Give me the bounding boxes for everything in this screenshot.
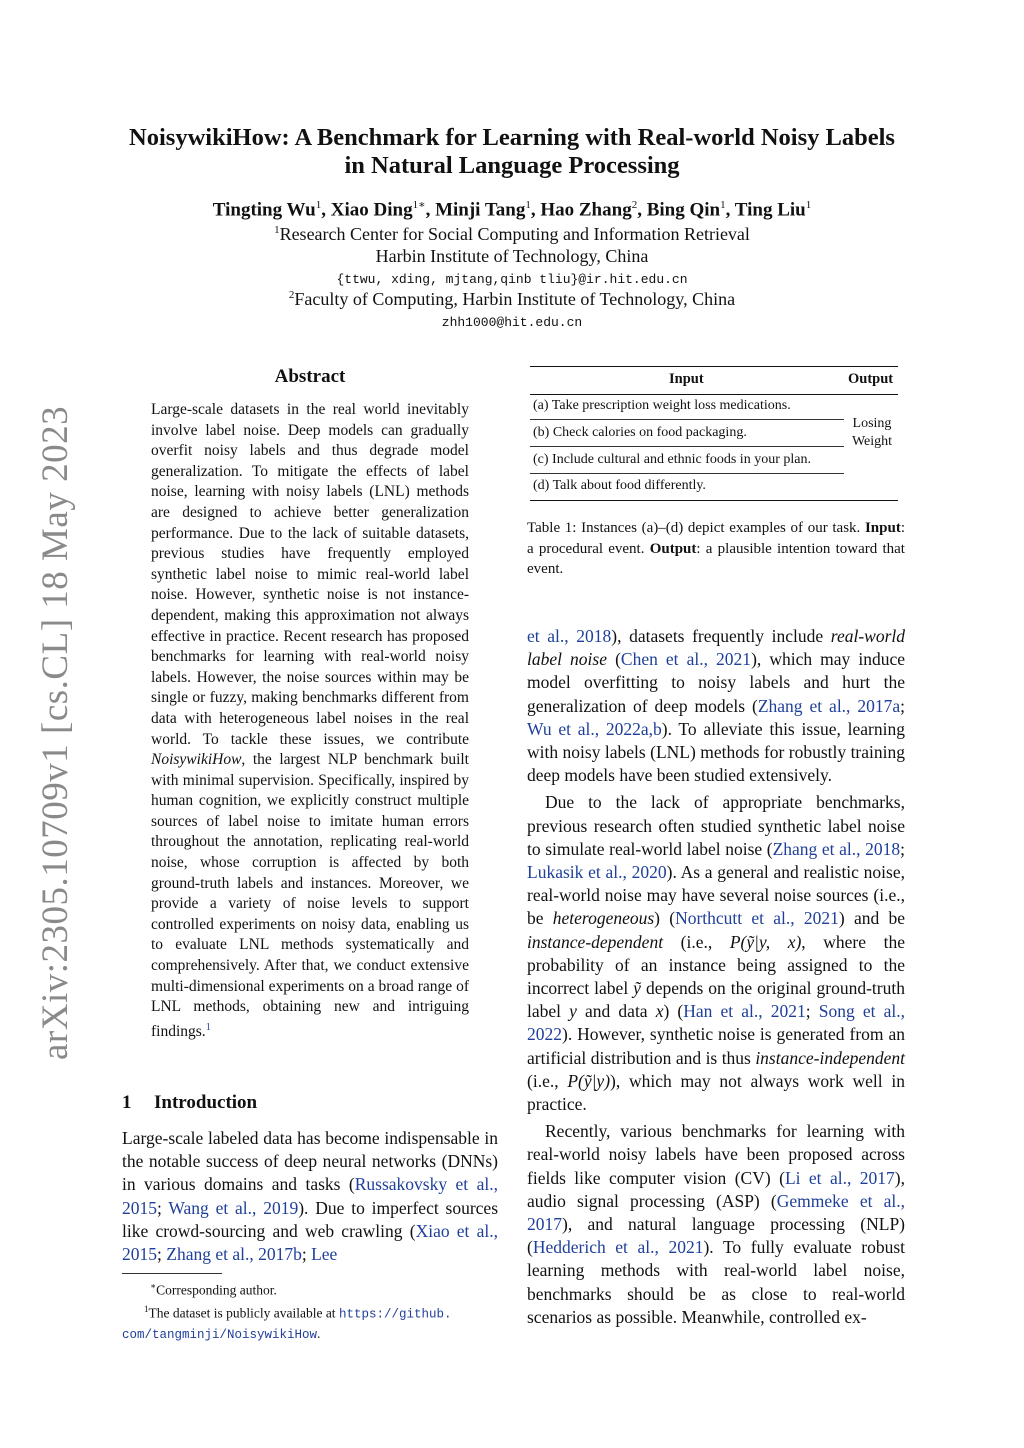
emphasized-text: P(ỹ|y): [567, 1070, 611, 1091]
abstract-benchmark-name: NoisywikiHow: [151, 751, 242, 769]
body-text: ). To alleviate this issue, learning with noisy labels (LNL) methods for robustly training deep models have been studied extensively.: [527, 718, 905, 786]
abstract-heading: Abstract: [274, 366, 346, 387]
body-text: ;: [805, 1001, 819, 1022]
citation-link[interactable]: Zhang et al., 2017b: [166, 1244, 302, 1265]
body-text: ). As a general and realistic noise, real-world noise may have several noise sources (i.e., be: [527, 862, 905, 929]
footnote-2-end: .: [317, 1326, 321, 1341]
body-text: ), datasets frequently include: [611, 626, 831, 646]
footnote-2-mark: 1: [144, 1303, 149, 1314]
author-affiliation-mark: 1: [720, 199, 726, 211]
emphasized-text: x: [655, 1001, 664, 1022]
author-affiliation-mark: 1∗: [412, 199, 426, 211]
paragraph-3: [527, 1120, 905, 1329]
caption-output-term: Output: [649, 540, 697, 557]
citation-link[interactable]: Lukasik et al., 2020: [527, 862, 667, 883]
table-header-input: Input: [669, 371, 704, 387]
abstract-text-b: , the largest NLP benchmark built with minimal supervision. Specifically, inspired by human cognition, we explicitly construct multiple sources of label noise to imitate human errors throughout the annotation, replicating real-world noise, whose corruption is affected by both ground-truth labels and instances. Moreover, we provide a variety of noise levels to support controlled experiments on noisy data, enabling us to evaluate LNL methods systematically and comprehensively. After that, we conduct extensive multi-dimensional experiments on a broad range of LNL methods, obtaining new and intriguing findings.: [151, 751, 469, 1040]
author-affiliation-mark: 1: [805, 199, 812, 211]
body-text: ;: [900, 695, 906, 716]
citation-link[interactable]: Zhang et al., 2018: [772, 838, 901, 859]
table-output-cell: [848, 415, 896, 451]
affiliation-2: [0, 289, 1024, 310]
body-text: ). However, synthetic noise is generated from an artificial distribution and is thus: [527, 1024, 905, 1068]
author-name: Ting Liu: [734, 199, 806, 221]
citation-link[interactable]: Wu et al., 2022a,b: [527, 718, 662, 739]
caption-input-text: : a procedural event.: [527, 520, 905, 557]
email-1: {ttwu, xding, mjtang,qinb tliu}@ir.hit.edu.cn: [336, 272, 688, 287]
emphasized-text: real-world label noise: [527, 626, 905, 670]
abstract-footnote-mark[interactable]: 1: [205, 1021, 211, 1033]
emphasized-text: ỹ: [633, 978, 641, 999]
emphasized-text: instance-independent: [755, 1047, 905, 1068]
citation-link[interactable]: Lee: [311, 1244, 338, 1265]
body-text: ) and be: [838, 908, 905, 929]
table-row-rule: [530, 446, 844, 447]
title-line-2: in Natural Language Processing: [344, 152, 680, 179]
right-column-body: [527, 625, 905, 1329]
citation-link[interactable]: Wang et al., 2019: [168, 1197, 299, 1218]
dataset-link-part-1: https://github.: [338, 1307, 452, 1321]
citation-link[interactable]: Hedderich et al., 2021: [532, 1237, 704, 1258]
body-text: ). To fully evaluate robust learning methods with real-world label noise, benchmarks should be as close to real-world scenarios as possible. Meanwhile, controlled ex-: [527, 1237, 905, 1327]
caption-label: Table 1: Instances (a)–(d) depict examples of our task.: [527, 520, 865, 536]
citation-link[interactable]: Xiao et al., 2015: [122, 1220, 498, 1265]
table-row-rule: [530, 473, 844, 474]
body-text: and data: [576, 1001, 656, 1022]
body-text: ), and natural language processing (NLP) (: [527, 1214, 905, 1258]
body-text: ;: [157, 1244, 167, 1265]
abstract-body: [151, 400, 469, 1043]
body-text: Due to the lack of appropriate benchmarks, previous research often studied synthetic label noise to simulate real-world label noise (: [527, 792, 905, 859]
body-text: (i.e.,: [527, 1070, 568, 1091]
table-caption: [527, 518, 905, 580]
table-row-a: (a) Take prescription weight loss medications.: [533, 398, 791, 413]
citation-link[interactable]: Han et al., 2021: [683, 1001, 806, 1022]
section-heading: [122, 1092, 257, 1114]
author-name: Hao Zhang: [540, 199, 632, 221]
section-title: Introduction: [154, 1092, 258, 1113]
emphasized-text: y: [569, 1001, 577, 1022]
author-name: Xiao Ding: [330, 199, 413, 221]
affiliation-2-mark: 2: [288, 289, 295, 301]
citation-link[interactable]: et al., 2018: [527, 626, 612, 646]
paper-title: [0, 124, 1024, 180]
author-affiliation-mark: 2: [631, 199, 638, 211]
body-text: ), audio signal processing (ASP) (: [527, 1167, 905, 1211]
citation-link[interactable]: Northcutt et al., 2021: [675, 908, 839, 929]
footnote-1-mark: ∗: [150, 1281, 157, 1291]
intro-paragraph: [122, 1127, 498, 1266]
citation-link[interactable]: Zhang et al., 2017a: [757, 695, 901, 716]
author-name: Bing Qin: [646, 199, 721, 221]
table-row-d: (d) Talk about food differently.: [533, 478, 706, 493]
abstract-text-a: Large-scale datasets in the real world inevitably involve label noise. Deep models can gradually overfit noisy labels and thus degrade model generalization. To mitigate the effects of label noise, learning with noisy labels (LNL) methods are designed to achieve better generalization performance. Due to the lack of suitable datasets, previous studies have frequently employed synthetic label noise to mimic real-world label noise. However, synthetic noise is not instance-dependent, making this approximation not always effective in practice. Recent research has proposed benchmarks for learning with real-world noisy labels. However, the noise sources within may be single or fuzzy, making benchmarks different from data with heterogeneous label noises in the real world. To tackle these issues, we contribute: [151, 401, 469, 748]
table-row-c: (c) Include cultural and ethnic foods in your plan.: [533, 452, 811, 467]
table-output-line-1: Losing: [852, 416, 892, 431]
emphasized-text: P(ỹ|y, x): [729, 931, 802, 952]
table-bottom-rule: [530, 500, 898, 501]
body-text: (: [607, 649, 621, 670]
author-list: Tingting Wu$^1$, Xiao Ding$^{1∗}$, Minji Tang$^1$, Hao Zhang$^2$, Bing Qin$^1$, Ting Liu$^1$: [212, 199, 812, 221]
table-row-b: (b) Check calories on food packaging.: [533, 425, 747, 440]
caption-output-text: : a plausible intention toward that event.: [527, 540, 905, 577]
paragraph-2: [527, 791, 905, 1116]
affiliation-1-mark: 1: [274, 224, 280, 236]
footnote-rule: [122, 1273, 222, 1274]
author-name: Tingting Wu: [212, 199, 316, 221]
section-number: 1: [122, 1092, 132, 1113]
body-text: (i.e.,: [663, 931, 730, 952]
table-row-rule: [530, 419, 844, 420]
table-header-output: Output: [848, 371, 894, 387]
paragraph-1: [527, 625, 905, 787]
footnote-2-text: The dataset is publicly available at: [148, 1305, 339, 1320]
body-text: ) (: [654, 908, 676, 929]
citation-link[interactable]: Li et al., 2017: [784, 1167, 895, 1188]
arxiv-identifier: arXiv:2305.10709v1 [cs.CL] 18 May 2023: [35, 405, 76, 1060]
author-affiliation-mark: 1: [525, 199, 531, 211]
citation-link[interactable]: Russakovsky et al., 2015: [122, 1174, 498, 1218]
caption-input-term: Input: [864, 520, 901, 536]
table-top-rule: [530, 366, 898, 367]
body-text: , where the probability of an instance being assigned to the incorrect label: [527, 931, 905, 999]
emphasized-text: heterogeneous: [552, 908, 655, 929]
footnote-1-text: Corresponding author.: [156, 1282, 277, 1298]
table-output-line-2: Weight: [851, 434, 893, 449]
body-text: Recently, various benchmarks for learning with real-world noisy labels have been proposed across fields like computer vision (CV) (: [527, 1121, 905, 1188]
author-affiliation-mark: 1: [315, 199, 322, 211]
table-header-rule: [530, 394, 898, 395]
author-name: Minji Tang: [435, 199, 526, 221]
citation-link[interactable]: Chen et al., 2021: [620, 649, 752, 670]
affiliation-2-text: Faculty of Computing, Harbin Institute of Technology, China: [294, 289, 736, 309]
emphasized-text: instance-dependent: [527, 931, 664, 952]
body-text: ;: [301, 1244, 312, 1265]
email-2: zhh1000@hit.edu.cn: [441, 315, 583, 330]
affiliation-1: [0, 224, 1024, 245]
intro-p1: [122, 1127, 498, 1266]
body-text: ) (: [663, 1001, 684, 1022]
body-text: Large-scale labeled data has become indispensable in the notable success of deep neural networks (DNNs) in various domains and tasks (: [122, 1128, 498, 1195]
body-text: depends on the original ground-truth label: [527, 978, 905, 1022]
body-text: ). Due to imperfect sources like crowd-sourcing and web crawling (: [122, 1197, 499, 1241]
title-line-1: NoisywikiHow: A Benchmark for Learning with Real-world Noisy Labels: [129, 124, 895, 151]
citation-link[interactable]: Gemmeke et al., 2017: [527, 1190, 905, 1235]
citation-link[interactable]: Song et al., 2022: [527, 1001, 906, 1045]
dataset-link-part-2: com/tangminji/NoisywikiHow: [122, 1328, 318, 1342]
affiliation-1-text: Research Center for Social Computing and Information Retrieval: [279, 224, 750, 244]
body-text: ), which may induce model overfitting to noisy labels and hurt the generalization of deep models (: [527, 649, 906, 716]
affiliation-1-line-2: Harbin Institute of Technology, China: [375, 246, 649, 266]
body-text: ;: [900, 838, 906, 859]
body-text: ), which may not always work well in practice.: [527, 1070, 905, 1115]
body-text: ;: [157, 1197, 169, 1218]
footnotes: [122, 1277, 502, 1345]
